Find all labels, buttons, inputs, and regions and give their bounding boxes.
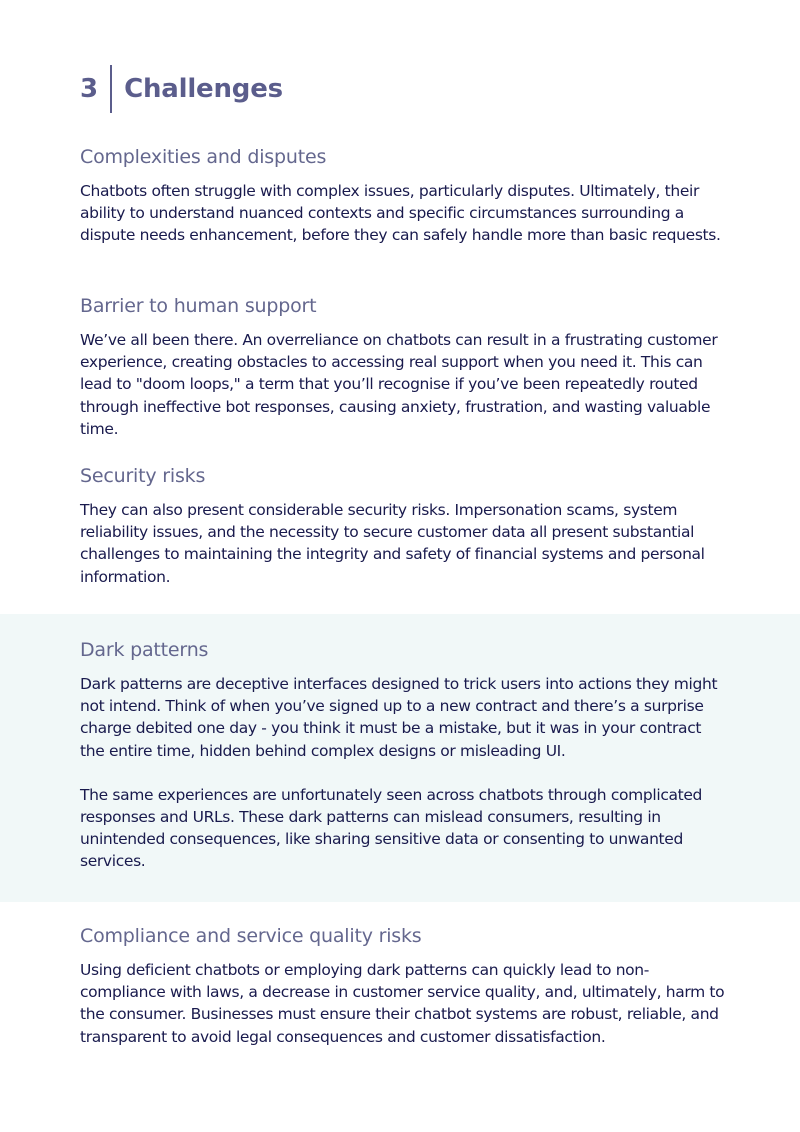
section-paragraph: We’ve all been there. An overreliance on chatbots can result in a frustrating customer experience, creating obstacles to accessing real support when you need it. This can lead to "doom loops," a term that you’ll recognise if you’ve been repeatedly routed through ineffective bot responses, causing anxiety, frustration, and wasting valuable time. xyxy=(80,331,718,438)
section-compliance-and-service-quality-risks xyxy=(80,923,725,1048)
section-paragraph: Using deficient chatbots or employing dark patterns can quickly lead to non-compliance with laws, a decrease in customer service quality, and, ultimately, harm to the consumer. Businesses must ensure their chatbot systems are robust, reliable, and transparent to avoid legal consequences and customer dissatisfaction. xyxy=(80,961,725,1046)
section-paragraph: Chatbots often struggle with complex issues, particularly disputes. Ultimately, their ability to understand nuanced contexts and specific circumstances surrounding a dispute needs enhancement, before they can safely handle more than basic requests. xyxy=(80,182,721,245)
section-heading: Security risks xyxy=(80,465,206,487)
section-heading: Complexities and disputes xyxy=(80,146,327,168)
section-security-risks xyxy=(80,463,725,588)
chapter-number: 3 xyxy=(80,74,99,104)
section-paragraph: The same experiences are unfortunately seen across chatbots through complicated responses and URLs. These dark patterns can mislead consumers, resulting in unintended consequences, like sharing sensitive data or consenting to unwanted services. xyxy=(80,785,703,871)
section-barrier-to-human-support xyxy=(80,293,725,440)
section-heading: Barrier to human support xyxy=(80,295,317,317)
chapter-heading xyxy=(80,64,283,114)
section-heading: Compliance and service quality risks xyxy=(80,925,422,947)
section-paragraph: They can also present considerable security risks. Impersonation scams, system reliability issues, and the necessity to secure customer data all present substantial challenges to maintaining the integrity and safety of financial systems and personal information. xyxy=(80,501,705,586)
chapter-title: Challenges xyxy=(124,74,283,104)
section-heading: Dark patterns xyxy=(80,639,209,661)
section-dark-patterns xyxy=(80,637,725,873)
chapter-divider xyxy=(110,65,112,113)
section-paragraph: Dark patterns are deceptive interfaces designed to trick users into actions they might not intend. Think of when you’ve signed up to a new contract and there’s a surprise charge debited one day - you think it must be a mistake, but it was in your contract the entire time, hidden behind complex designs or misleading UI. xyxy=(80,675,718,760)
section-complexities-and-disputes xyxy=(80,144,725,247)
